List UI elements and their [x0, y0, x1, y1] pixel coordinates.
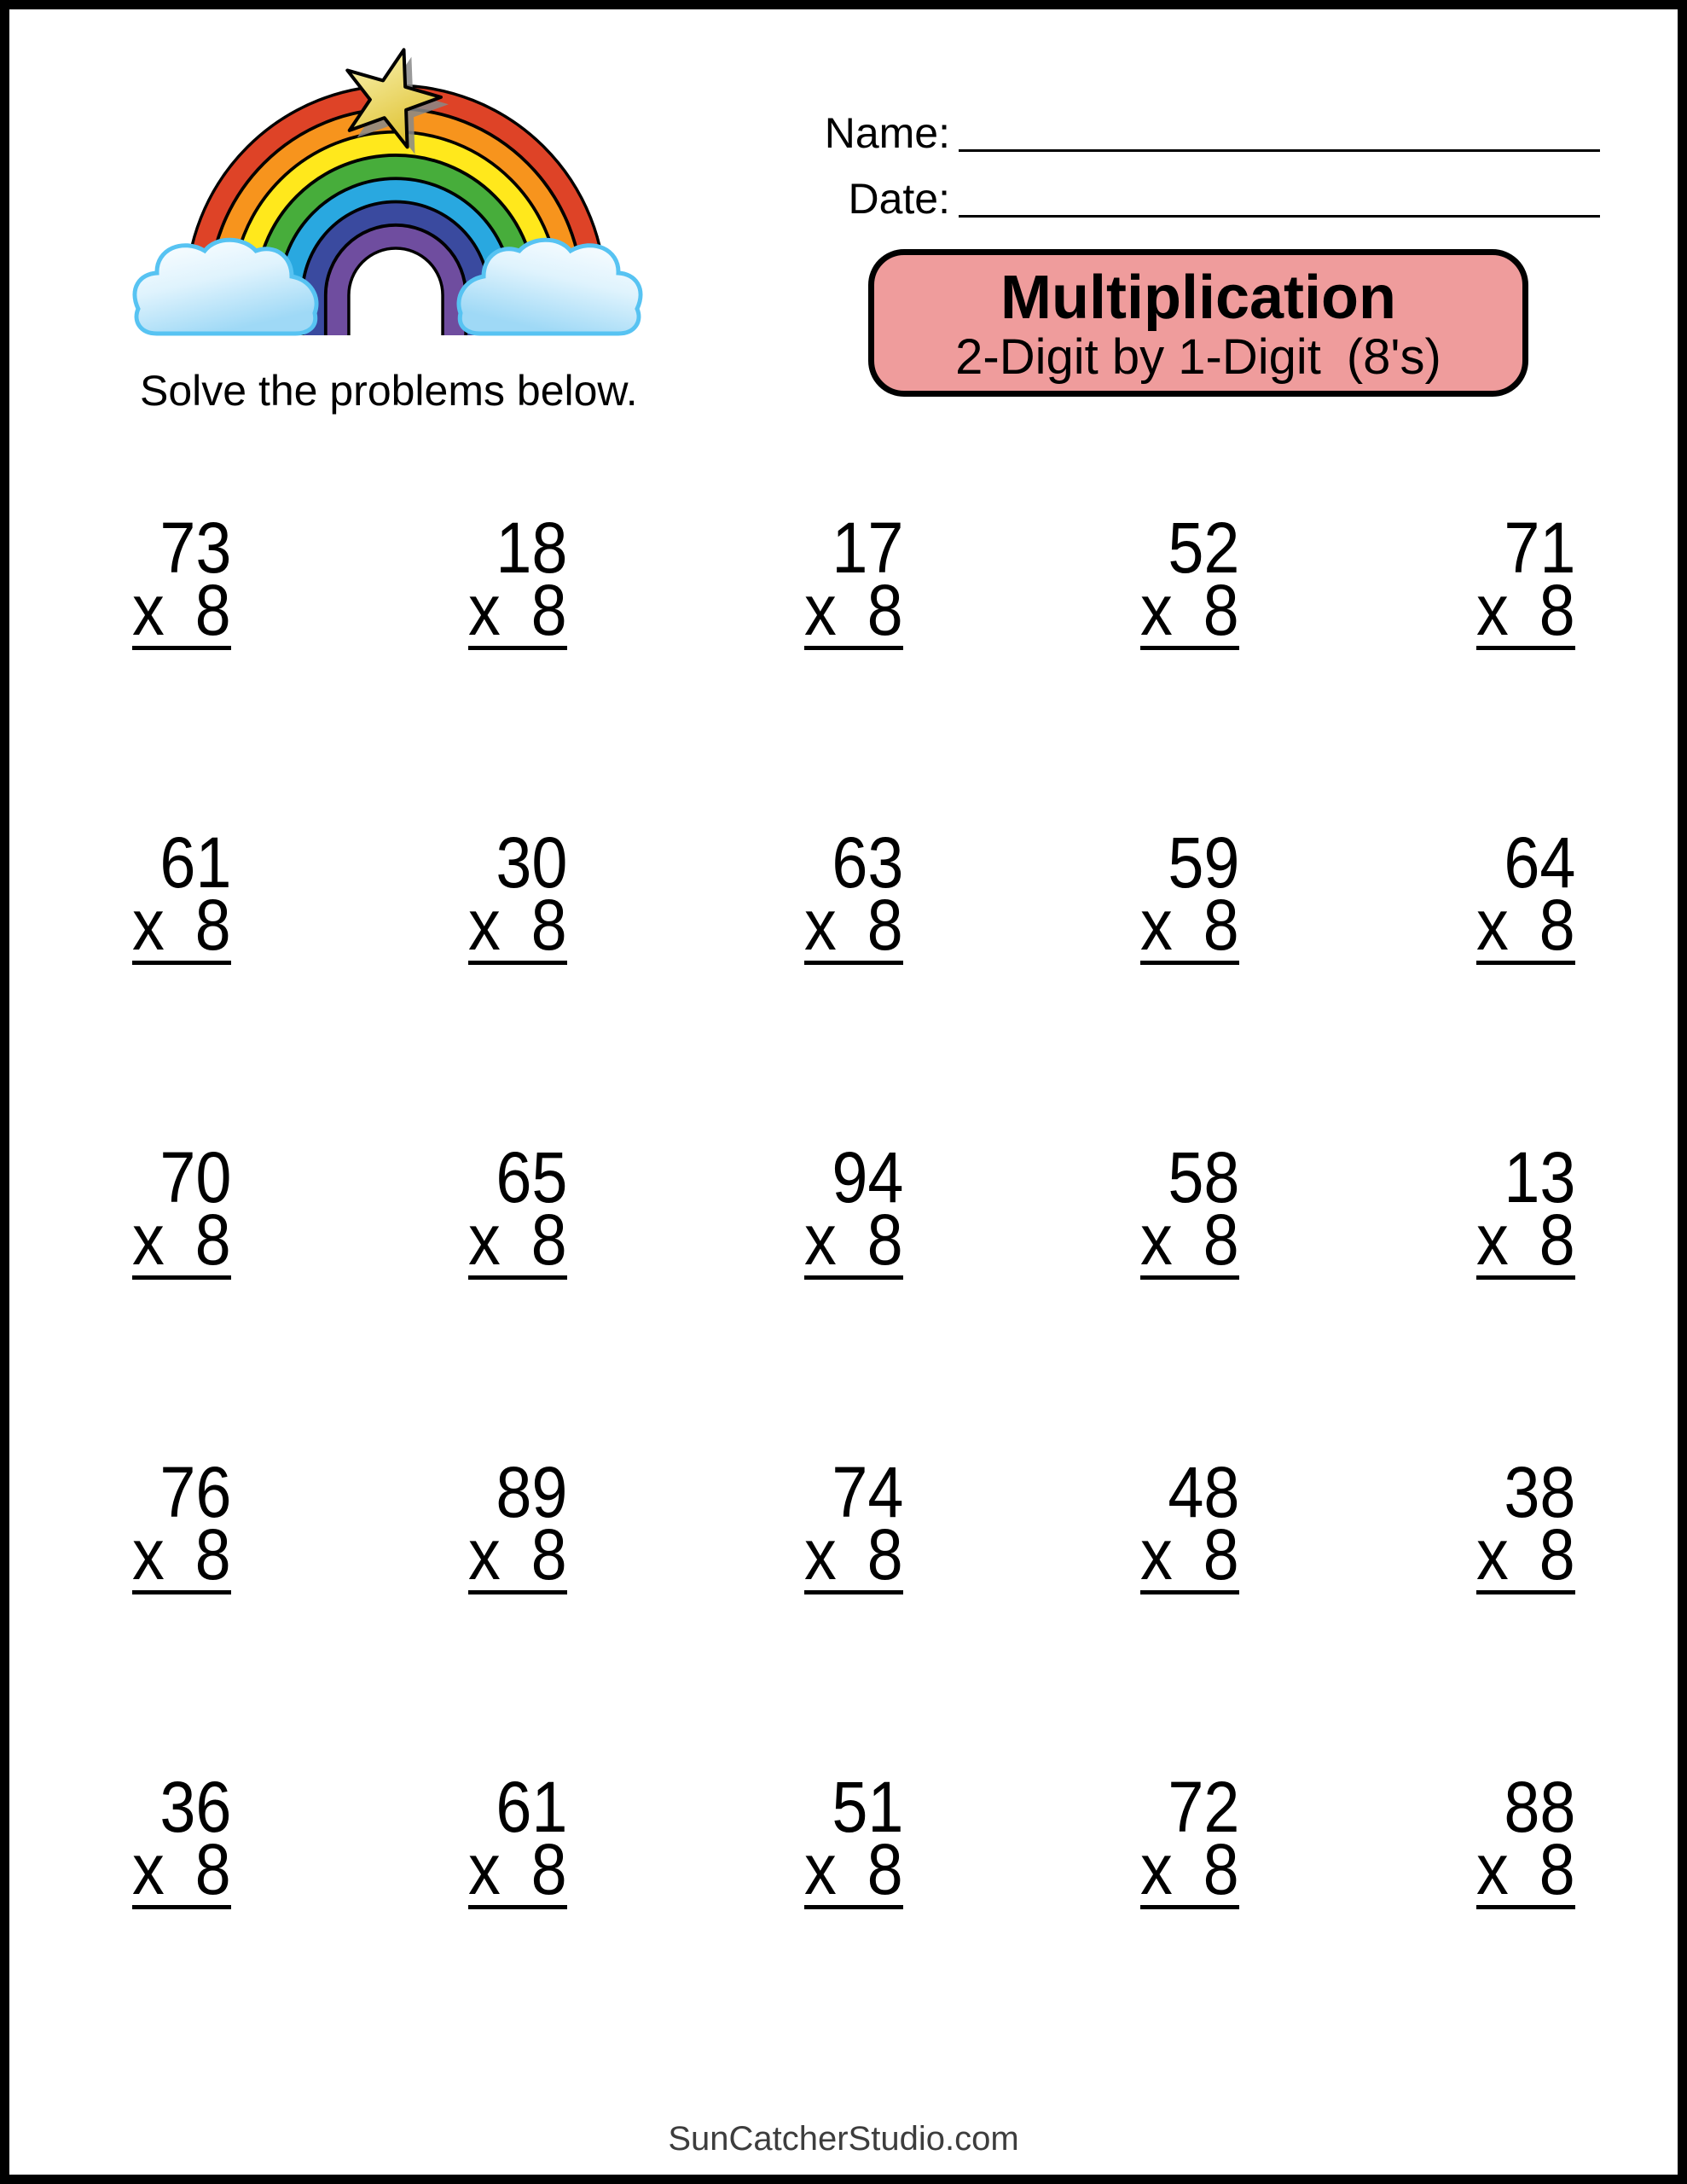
multiplicand: 76	[159, 1452, 231, 1532]
multiplication-problem	[468, 1767, 567, 2086]
multiplier: 8	[867, 885, 903, 965]
multiplication-problem	[468, 822, 567, 1141]
multiplier: 8	[867, 570, 903, 650]
rainbow-icon	[128, 44, 648, 339]
multiplication-problem	[1140, 1767, 1239, 2086]
multiplicand: 88	[1503, 1767, 1575, 1847]
multiplicand: 65	[495, 1137, 567, 1217]
multiplier: 8	[1539, 570, 1575, 650]
multiplier: 8	[1539, 885, 1575, 965]
multiplicand: 61	[495, 1767, 567, 1847]
multiply-sign: x	[468, 570, 501, 650]
multiplier: 8	[194, 1514, 231, 1594]
multiply-sign: x	[1476, 570, 1509, 650]
multiplier: 8	[867, 1829, 903, 1909]
multiplicand: 73	[159, 508, 231, 588]
multiplier: 8	[530, 885, 567, 965]
multiply-sign: x	[132, 1829, 165, 1909]
multiplication-problem	[132, 1452, 231, 1771]
answer-space[interactable]	[1476, 650, 1575, 751]
multiply-sign: x	[468, 1514, 501, 1594]
answer-space[interactable]	[468, 1280, 567, 1380]
rainbow-band-purple	[337, 236, 454, 335]
multiply-sign: x	[804, 570, 837, 650]
multiplication-problem	[132, 822, 231, 1141]
multiplier: 8	[194, 885, 231, 965]
multiply-sign: x	[132, 1199, 165, 1280]
multiplier: 8	[194, 570, 231, 650]
answer-space[interactable]	[804, 1594, 903, 1695]
multiply-sign: x	[804, 1829, 837, 1909]
answer-space[interactable]	[1140, 1594, 1239, 1695]
answer-space[interactable]	[468, 1594, 567, 1695]
multiply-sign: x	[468, 1199, 501, 1280]
answer-space[interactable]	[1476, 1594, 1575, 1695]
multiply-sign: x	[1476, 1514, 1509, 1594]
multiply-sign: x	[1476, 1199, 1509, 1280]
problems-grid	[132, 508, 1575, 2086]
answer-space[interactable]	[132, 1909, 231, 2010]
multiplicand: 61	[159, 822, 231, 903]
multiply-sign: x	[1476, 885, 1509, 965]
answer-space[interactable]	[468, 1909, 567, 2010]
multiplicand: 94	[831, 1137, 903, 1217]
multiplier: 8	[530, 1514, 567, 1594]
multiplication-problem	[1476, 1137, 1575, 1456]
answer-space[interactable]	[1476, 965, 1575, 1066]
footer-site-text: SunCatcherStudio.com	[668, 2120, 1019, 2158]
multiplication-problem	[1140, 1137, 1239, 1456]
rainbow-illustration	[128, 44, 648, 339]
worksheet-title: Multiplication	[1000, 263, 1396, 332]
multiply-sign: x	[468, 885, 501, 965]
answer-space[interactable]	[804, 1280, 903, 1380]
answer-space[interactable]	[468, 965, 567, 1066]
multiplicand: 59	[1167, 822, 1239, 903]
multiplicand: 36	[159, 1767, 231, 1847]
name-label: Name:	[824, 109, 950, 157]
multiply-sign: x	[1140, 1829, 1173, 1909]
answer-space[interactable]	[1140, 965, 1239, 1066]
multiplicand: 89	[495, 1452, 567, 1532]
multiplication-problem	[132, 508, 231, 827]
multiplicand: 52	[1167, 508, 1239, 588]
multiply-sign: x	[804, 885, 837, 965]
multiplier: 8	[867, 1199, 903, 1280]
multiplication-problem	[468, 508, 567, 827]
multiply-sign: x	[1140, 570, 1173, 650]
multiplier: 8	[1203, 570, 1239, 650]
multiplier: 8	[194, 1829, 231, 1909]
multiplier: 8	[867, 1514, 903, 1594]
multiply-sign: x	[468, 1829, 501, 1909]
multiply-sign: x	[804, 1199, 837, 1280]
multiplier: 8	[1203, 1199, 1239, 1280]
multiplication-problem	[1476, 1452, 1575, 1771]
multiply-sign: x	[132, 885, 165, 965]
multiplication-problem	[804, 822, 903, 1141]
answer-space[interactable]	[1476, 1909, 1575, 2010]
multiplication-problem	[468, 1452, 567, 1771]
multiplication-problem	[132, 1767, 231, 2086]
multiply-sign: x	[1140, 885, 1173, 965]
multiplicand: 64	[1503, 822, 1575, 903]
answer-space[interactable]	[1140, 1909, 1239, 2010]
title-box	[868, 249, 1528, 397]
multiplication-problem	[1476, 1767, 1575, 2086]
multiplicand: 58	[1167, 1137, 1239, 1217]
multiplication-problem	[804, 1767, 903, 2086]
date-field-row	[606, 175, 1600, 223]
multiplier: 8	[1203, 885, 1239, 965]
answer-space[interactable]	[468, 650, 567, 751]
multiplier: 8	[1203, 1514, 1239, 1594]
answer-space[interactable]	[804, 650, 903, 751]
answer-space[interactable]	[1140, 1280, 1239, 1380]
answer-space[interactable]	[132, 1280, 231, 1380]
multiplication-problem	[1476, 508, 1575, 827]
date-input-line[interactable]	[959, 175, 1600, 218]
multiplication-problem	[468, 1137, 567, 1456]
multiplier: 8	[530, 1199, 567, 1280]
multiply-sign: x	[1140, 1199, 1173, 1280]
multiplier: 8	[1539, 1829, 1575, 1909]
multiplicand: 70	[159, 1137, 231, 1217]
multiplication-problem	[132, 1137, 231, 1456]
multiplicand: 18	[495, 508, 567, 588]
multiply-sign: x	[132, 1514, 165, 1594]
multiplication-problem	[1140, 1452, 1239, 1771]
multiplication-problem	[1476, 822, 1575, 1141]
answer-space[interactable]	[132, 1594, 231, 1695]
name-input-line[interactable]	[959, 109, 1600, 152]
multiplicand: 30	[495, 822, 567, 903]
subtitle-tag: (8's)	[1346, 328, 1441, 385]
answer-space[interactable]	[804, 1909, 903, 2010]
subtitle-text: 2-Digit by 1-Digit	[955, 328, 1321, 385]
answer-space[interactable]	[132, 965, 231, 1066]
multiplication-problem	[804, 1137, 903, 1456]
multiplicand: 48	[1167, 1452, 1239, 1532]
multiplication-problem	[1140, 508, 1239, 827]
answer-space[interactable]	[1476, 1280, 1575, 1380]
multiplier: 8	[1203, 1829, 1239, 1909]
multiplier: 8	[1539, 1199, 1575, 1280]
instruction-text: Solve the problems below.	[140, 367, 638, 415]
multiplicand: 71	[1503, 508, 1575, 588]
multiplicand: 72	[1167, 1767, 1239, 1847]
multiply-sign: x	[1140, 1514, 1173, 1594]
multiplier: 8	[1539, 1514, 1575, 1594]
multiplication-problem	[804, 508, 903, 827]
multiply-sign: x	[1476, 1829, 1509, 1909]
worksheet-subtitle	[955, 328, 1441, 385]
answer-space[interactable]	[1140, 650, 1239, 751]
multiplier: 8	[194, 1199, 231, 1280]
date-label: Date:	[848, 175, 950, 223]
multiplicand: 38	[1503, 1452, 1575, 1532]
multiplication-problem	[804, 1452, 903, 1771]
multiplier: 8	[530, 570, 567, 650]
multiplicand: 63	[831, 822, 903, 903]
multiply-sign: x	[132, 570, 165, 650]
multiplicand: 51	[831, 1767, 903, 1847]
multiplicand: 17	[831, 508, 903, 588]
multiplicand: 74	[831, 1452, 903, 1532]
multiplier: 8	[530, 1829, 567, 1909]
multiplicand: 13	[1503, 1137, 1575, 1217]
answer-space[interactable]	[132, 650, 231, 751]
name-field-row	[606, 109, 1600, 157]
answer-space[interactable]	[804, 965, 903, 1066]
multiply-sign: x	[804, 1514, 837, 1594]
multiplication-problem	[1140, 822, 1239, 1141]
